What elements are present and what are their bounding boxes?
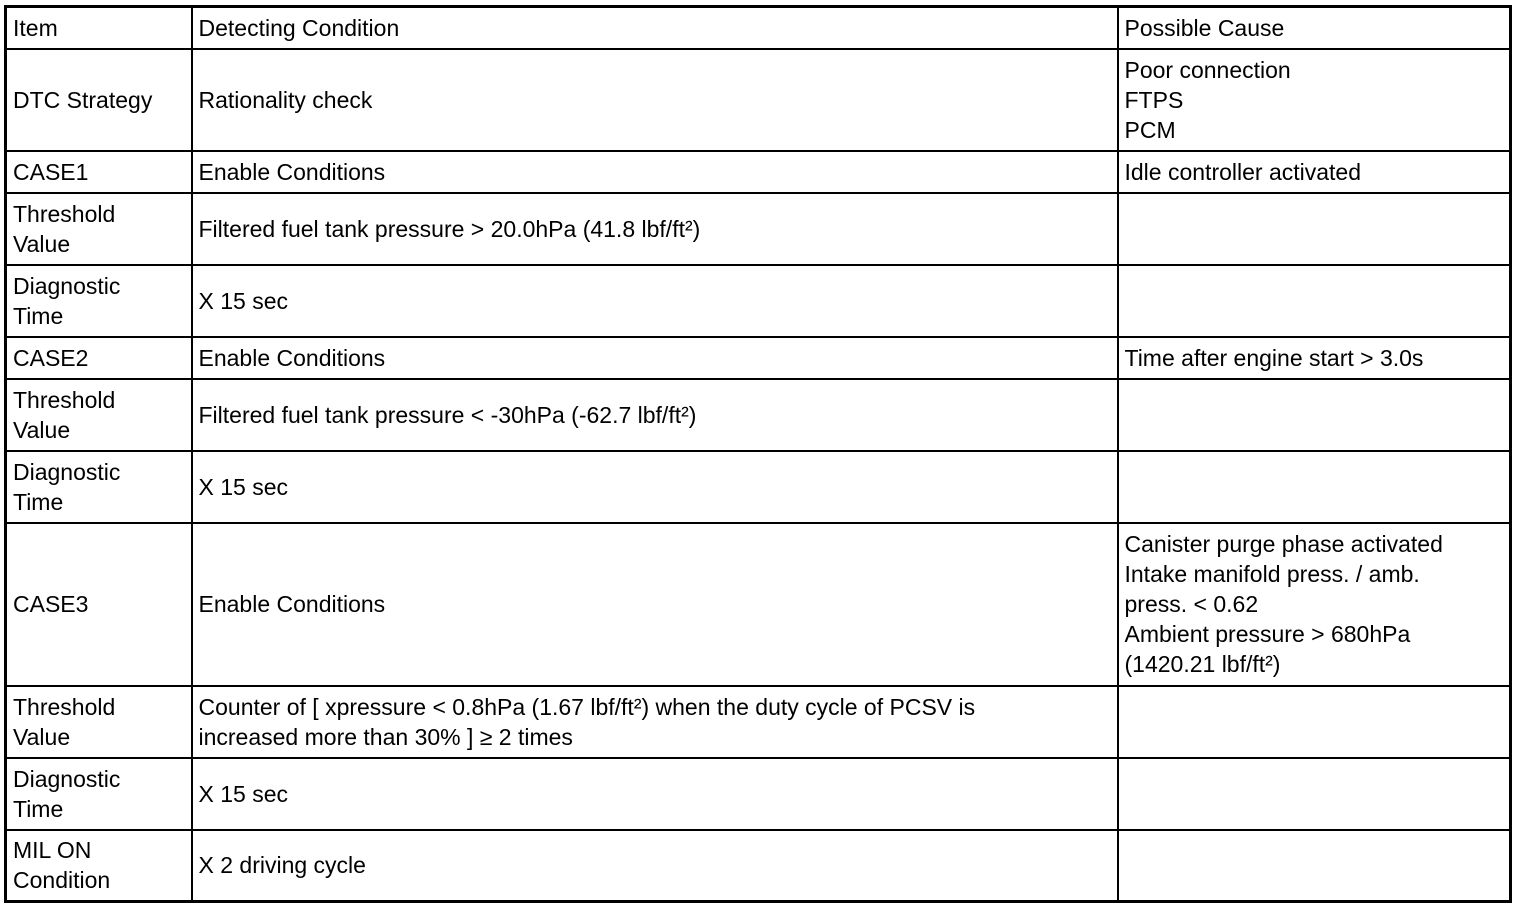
cell-detecting-condition-line: increased more than 30% ] ≥ 2 times: [198, 723, 573, 750]
cell-possible-cause: [1118, 830, 1511, 902]
cell-detecting-condition: [192, 830, 1118, 902]
cell-possible-cause: [1118, 337, 1511, 379]
cell-item-line: Value: [13, 723, 71, 750]
cell-detecting-condition: [192, 451, 1118, 523]
cell-item: [6, 379, 192, 451]
cell-possible-cause-line: press. < 0.62: [1124, 591, 1259, 617]
table-header-row: [6, 7, 1511, 49]
cell-detecting-condition-line: Filtered fuel tank pressure < -30hPa (-62.7 lbf/ft²): [198, 401, 697, 428]
cell-detecting-condition-line: Enable Conditions: [198, 344, 386, 371]
table-row: [6, 451, 1511, 523]
header-possible-cause: Possible Cause: [1118, 7, 1511, 49]
cell-possible-cause-line: (1420.21 lbf/ft²): [1124, 651, 1281, 677]
cell-item-line: Diagnostic: [13, 272, 121, 299]
cell-possible-cause: [1118, 523, 1511, 686]
table-row: [6, 686, 1511, 758]
cell-item-line: Time: [13, 795, 64, 822]
cell-detecting-condition-line: X 15 sec: [198, 473, 288, 500]
cell-possible-cause-line: Idle controller activated: [1124, 158, 1362, 185]
cell-item-line: CASE3: [13, 591, 89, 617]
table-body: [6, 49, 1511, 902]
cell-item-line: Value: [13, 416, 71, 443]
table-row: [6, 379, 1511, 451]
table-row: [6, 758, 1511, 830]
cell-possible-cause-line: Ambient pressure > 680hPa: [1124, 621, 1411, 647]
header-item: Item: [6, 7, 192, 49]
table-row: [6, 151, 1511, 193]
cell-item-line: Condition: [13, 867, 111, 894]
cell-possible-cause-line: FTPS: [1124, 86, 1184, 113]
cell-detecting-condition: [192, 265, 1118, 337]
cell-detecting-condition: [192, 49, 1118, 151]
cell-possible-cause: [1118, 193, 1511, 265]
header-detecting-condition: Detecting Condition: [192, 7, 1118, 49]
cell-item: [6, 758, 192, 830]
cell-item: [6, 686, 192, 758]
dtc-spec-table: [4, 5, 1512, 903]
cell-item-line: Threshold: [13, 386, 116, 413]
cell-item-line: Diagnostic: [13, 458, 121, 485]
cell-item: [6, 337, 192, 379]
cell-item-line: Time: [13, 488, 64, 515]
cell-possible-cause: [1118, 151, 1511, 193]
cell-detecting-condition-line: Counter of [ xpressure < 0.8hPa (1.67 lbf/ft²) when the duty cycle of PCSV is: [198, 693, 976, 720]
cell-detecting-condition-line: Filtered fuel tank pressure > 20.0hPa (41.8 lbf/ft²): [198, 215, 701, 242]
table-row: [6, 523, 1511, 686]
cell-detecting-condition: [192, 686, 1118, 758]
cell-possible-cause: [1118, 686, 1511, 758]
cell-item: [6, 265, 192, 337]
cell-possible-cause-line: Time after engine start > 3.0s: [1124, 344, 1424, 371]
cell-item-line: Value: [13, 230, 71, 257]
cell-detecting-condition-line: X 15 sec: [198, 287, 288, 314]
cell-item-line: CASE2: [13, 344, 89, 371]
table-row: [6, 265, 1511, 337]
cell-possible-cause: [1118, 758, 1511, 830]
cell-detecting-condition-line: Rationality check: [198, 86, 373, 113]
cell-item-line: DTC Strategy: [13, 86, 153, 113]
cell-item: [6, 151, 192, 193]
cell-detecting-condition-line: Enable Conditions: [198, 591, 386, 617]
table-row: [6, 193, 1511, 265]
cell-detecting-condition: [192, 193, 1118, 265]
cell-item-line: Threshold: [13, 693, 116, 720]
cell-item: [6, 523, 192, 686]
table-row: [6, 830, 1511, 902]
cell-possible-cause: [1118, 451, 1511, 523]
cell-possible-cause-line: Intake manifold press. / amb.: [1124, 561, 1420, 587]
cell-detecting-condition-line: Enable Conditions: [198, 158, 386, 185]
cell-item: [6, 193, 192, 265]
cell-detecting-condition: [192, 337, 1118, 379]
cell-detecting-condition: [192, 151, 1118, 193]
table-row: [6, 337, 1511, 379]
cell-item-line: Time: [13, 302, 64, 329]
cell-detecting-condition: [192, 379, 1118, 451]
cell-possible-cause-line: PCM: [1124, 116, 1176, 143]
cell-detecting-condition: [192, 758, 1118, 830]
cell-detecting-condition-line: X 2 driving cycle: [198, 852, 366, 879]
cell-item-line: CASE1: [13, 158, 89, 185]
cell-item-line: MIL ON: [13, 837, 92, 864]
cell-item-line: Diagnostic: [13, 765, 121, 792]
cell-possible-cause: [1118, 49, 1511, 151]
cell-item: [6, 451, 192, 523]
cell-possible-cause: [1118, 379, 1511, 451]
cell-item: [6, 830, 192, 902]
cell-item-line: Threshold: [13, 200, 116, 227]
cell-detecting-condition-line: X 15 sec: [198, 780, 288, 807]
cell-possible-cause-line: Poor connection: [1124, 56, 1291, 83]
cell-item: [6, 49, 192, 151]
cell-possible-cause: [1118, 265, 1511, 337]
cell-possible-cause-line: Canister purge phase activated: [1124, 531, 1443, 557]
cell-detecting-condition: [192, 523, 1118, 686]
table-row: [6, 49, 1511, 151]
